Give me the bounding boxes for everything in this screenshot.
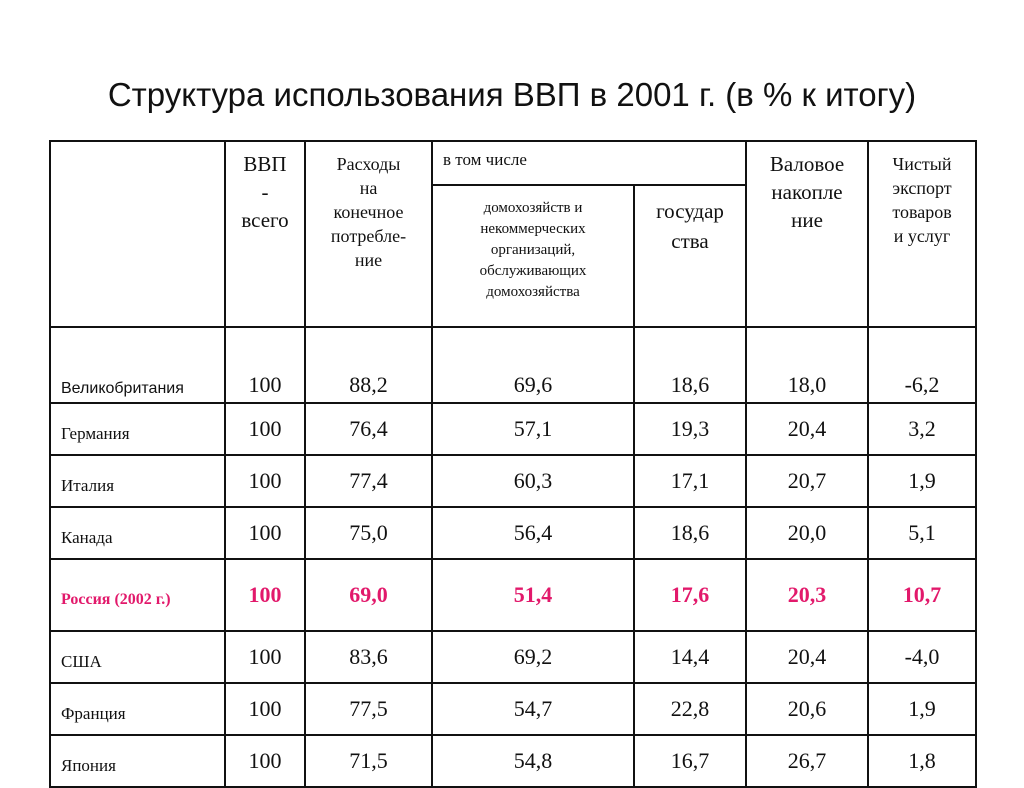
value-cell: -6,2 [868,327,976,403]
table-row [50,631,976,683]
header-line: обслуживающих [479,263,587,279]
header-row [50,141,976,185]
page-title: Структура использования ВВП в 2001 г. (в % к итогу) [107,76,917,113]
header-line: ние [354,250,383,270]
value-cell: 100 [225,559,305,631]
country-cell: Германия [50,403,225,455]
header-line: ние [791,208,823,232]
value-cell: 18,6 [634,327,746,403]
value-cell: 100 [225,403,305,455]
header-including: в том числе [432,141,746,185]
header-line: на [359,178,378,198]
gdp-structure-table [49,140,977,788]
header-households [432,185,634,327]
value-cell: 20,7 [746,455,868,507]
value-cell: 17,6 [634,559,746,631]
header-line: Чистый [892,154,952,174]
country-cell: США [50,631,225,683]
value-cell: 77,4 [305,455,432,507]
value-cell: 56,4 [432,507,634,559]
header-line: конечное [333,202,404,222]
header-line: домохозяйств и [483,200,583,216]
value-cell: 100 [225,507,305,559]
value-cell: 100 [225,455,305,507]
header-final-consumption [305,141,432,327]
header-line: ВВП [243,152,287,176]
value-cell: 19,3 [634,403,746,455]
header-line: Расходы [336,154,401,174]
header-gdp-total [225,141,305,327]
country-cell: Великобритания [50,327,225,403]
table-row [50,507,976,559]
value-cell: 76,4 [305,403,432,455]
header-line: государ [656,199,724,223]
table-row [50,735,976,787]
header-line: организаций, [490,242,576,258]
value-cell: 20,6 [746,683,868,735]
value-cell: 18,0 [746,327,868,403]
header-gross-accumulation [746,141,868,327]
header-line: потребле- [330,226,407,246]
value-cell: 3,2 [868,403,976,455]
value-cell: 5,1 [868,507,976,559]
value-cell: 100 [225,735,305,787]
header-line: экспорт [892,178,952,198]
value-cell: 100 [225,683,305,735]
country-cell: Канада [50,507,225,559]
value-cell: 60,3 [432,455,634,507]
value-cell: 77,5 [305,683,432,735]
table-row [50,403,976,455]
value-cell: 88,2 [305,327,432,403]
header-line: всего [241,208,289,232]
value-cell: 1,9 [868,455,976,507]
value-cell: 10,7 [868,559,976,631]
table-row [50,327,976,403]
value-cell: 20,4 [746,631,868,683]
header-country-cell [50,141,225,327]
table-row [50,455,976,507]
value-cell: 26,7 [746,735,868,787]
country-cell: Франция [50,683,225,735]
value-cell: 100 [225,631,305,683]
header-line: Валовое [769,152,845,176]
header-government [634,185,746,327]
value-cell: 69,2 [432,631,634,683]
value-cell: -4,0 [868,631,976,683]
table-row [50,683,976,735]
header-line: домохозяйства [486,284,580,300]
table-row-highlighted [50,559,976,631]
header-line: ства [671,229,709,253]
value-cell: 100 [225,327,305,403]
value-cell: 83,6 [305,631,432,683]
value-cell: 54,8 [432,735,634,787]
value-cell: 54,7 [432,683,634,735]
value-cell: 18,6 [634,507,746,559]
value-cell: 20,4 [746,403,868,455]
value-cell: 17,1 [634,455,746,507]
value-cell: 69,0 [305,559,432,631]
value-cell: 57,1 [432,403,634,455]
value-cell: 20,3 [746,559,868,631]
value-cell: 22,8 [634,683,746,735]
value-cell: 1,9 [868,683,976,735]
value-cell: 16,7 [634,735,746,787]
value-cell: 14,4 [634,631,746,683]
country-cell: Япония [50,735,225,787]
header-net-export [868,141,976,327]
header-line: - [261,180,269,204]
country-cell: Италия [50,455,225,507]
header-line: и услуг [893,226,951,246]
value-cell: 1,8 [868,735,976,787]
header-line: некоммерческих [480,221,586,237]
value-cell: 51,4 [432,559,634,631]
header-line: накопле [771,180,843,204]
value-cell: 75,0 [305,507,432,559]
value-cell: 20,0 [746,507,868,559]
value-cell: 69,6 [432,327,634,403]
header-line: товаров [892,202,952,222]
value-cell: 71,5 [305,735,432,787]
country-cell: Россия (2002 г.) [50,559,225,631]
